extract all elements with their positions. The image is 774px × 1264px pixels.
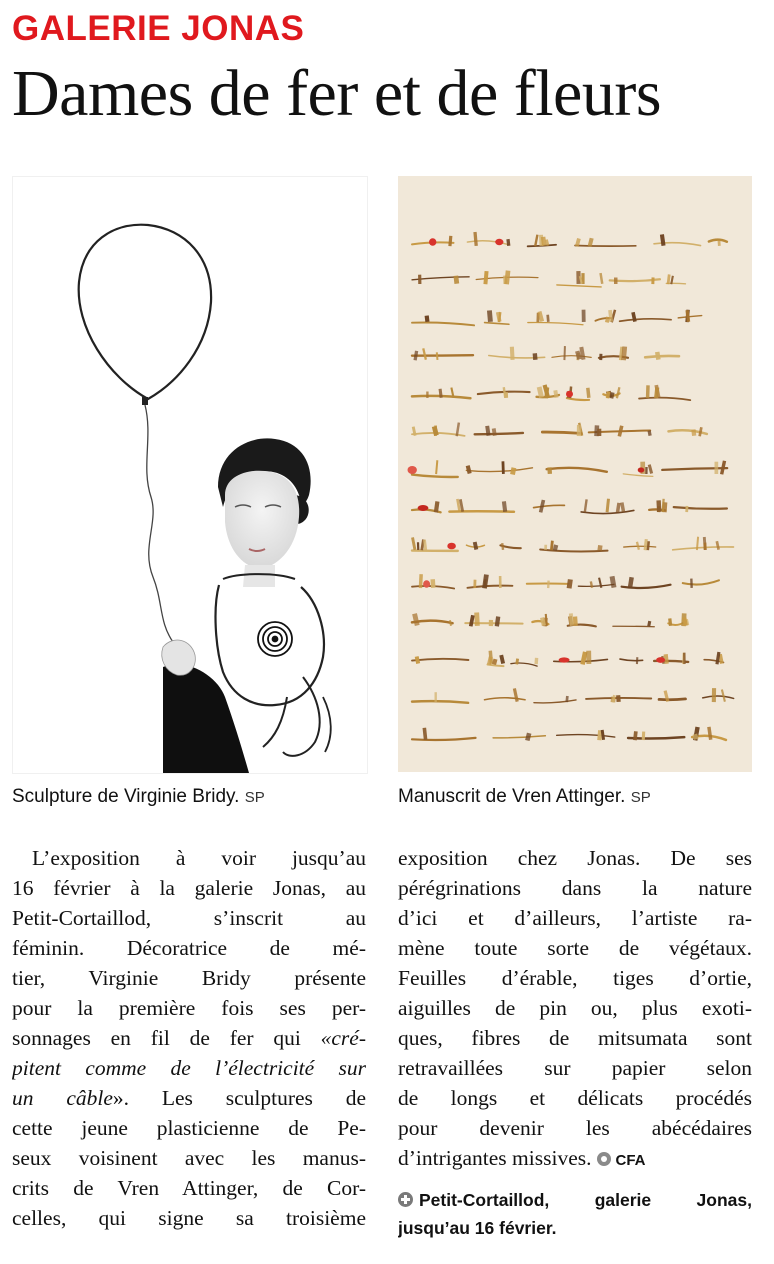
bullet-circle-icon (597, 1152, 611, 1166)
balloon-wire (79, 225, 211, 399)
author-signature: CFA (615, 1152, 646, 1169)
fiber-glyph (511, 658, 538, 666)
face (225, 471, 299, 569)
fiber-glyph (412, 613, 453, 626)
fiber-glyph (649, 499, 667, 513)
fiber-glyph (674, 506, 727, 512)
fiber-glyph (485, 688, 526, 702)
fiber-glyph (537, 384, 559, 398)
fiber-glyph (528, 234, 556, 246)
article-text: sonnages en fil de fer qui (12, 1026, 321, 1050)
article-line: Feuilles d’érable, tiges d’ortie, (398, 966, 752, 990)
fiber-glyph (624, 539, 656, 550)
fiber-glyph (412, 236, 454, 247)
article-quote: «cré- (320, 1026, 366, 1050)
fiber-glyph (620, 657, 643, 664)
photo-plant-manuscript (398, 176, 752, 772)
info-location: Petit-Cortaillod, galerie Jonas, (419, 1190, 752, 1210)
plus-circle-icon (398, 1192, 413, 1207)
fiber-glyph (683, 579, 719, 588)
practical-info (398, 1186, 752, 1242)
fiber-glyph (500, 543, 520, 550)
fiber-glyph (557, 730, 615, 741)
fiber-glyph (412, 728, 476, 740)
fiber-glyph (557, 271, 604, 287)
fiber-glyph (467, 232, 510, 246)
fiber-glyph (595, 309, 616, 322)
article-column-1 (12, 843, 366, 1233)
plant-manuscript-illustration (398, 176, 752, 772)
wire-sculpture-illustration (13, 177, 367, 773)
caption-right (398, 784, 651, 811)
fiber-glyph (534, 696, 576, 703)
photo-wire-sculpture (12, 176, 368, 774)
article-line: pérégrinations dans la nature (398, 876, 752, 900)
article-line: exposition chez Jonas. De ses (398, 846, 752, 870)
balloon-string (145, 405, 173, 642)
article-line: celles, qui signe sa troisième (12, 1206, 366, 1230)
article-line: pour devenir les abécédaires (398, 1116, 752, 1140)
fiber-glyph (542, 423, 583, 437)
fiber-glyph (478, 387, 530, 398)
fiber-glyph (678, 310, 701, 323)
fiber-glyph (411, 537, 458, 551)
article-line: féminin. Décoratrice de mé- (12, 936, 366, 960)
fiber-glyph (466, 461, 533, 475)
fiber-glyph (467, 574, 512, 588)
fiber-glyph (610, 277, 660, 284)
article-line: cette jeune plasticienne de Pe- (12, 1116, 366, 1140)
section-kicker: GALERIE JONAS (12, 9, 305, 48)
article-text: d’intrigantes missives. (398, 1146, 592, 1170)
fiber-glyph (589, 425, 652, 436)
caption-right-text: Manuscrit de Vren Attinger. (398, 786, 626, 807)
fiber-glyph (449, 499, 514, 512)
fiber-glyph (692, 727, 726, 741)
fiber-glyph (654, 653, 688, 664)
fiber-glyph (586, 695, 651, 703)
fiber-glyph (412, 422, 465, 436)
fiber-glyph (547, 467, 607, 474)
fiber-glyph (639, 385, 690, 400)
fiber-glyph (620, 312, 671, 322)
headline: Dames de fer et de fleurs (12, 57, 662, 130)
caption-left-credit: SP (244, 789, 265, 806)
fiber-glyph (666, 274, 685, 284)
article-line (12, 1023, 366, 1053)
article-line: d’ici et d’ailleurs, l’artiste ra- (398, 906, 752, 930)
fiber-glyph (668, 613, 689, 626)
caption-left (12, 784, 265, 811)
fiber-glyph (532, 614, 548, 627)
fiber-glyph (476, 270, 538, 284)
article-quote: pitent comme de l’électricité sur (12, 1056, 366, 1080)
fiber-glyph (412, 387, 470, 398)
fiber-glyph (408, 460, 458, 477)
article-line: L’exposition à voir jusqu’au (32, 846, 366, 870)
fiber-glyph (412, 692, 468, 703)
article-quote: un câble (12, 1086, 113, 1110)
fiber-glyph (568, 613, 596, 626)
fiber-glyph (603, 387, 620, 399)
article-line: 16 février à la galerie Jonas, au (12, 876, 366, 900)
fiber-glyph (662, 460, 727, 474)
caption-right-credit: SP (630, 789, 651, 806)
fiber-glyph (412, 656, 468, 664)
fiber-glyph (528, 310, 586, 325)
fiber-glyph (554, 651, 608, 665)
fiber-glyph (412, 348, 473, 360)
fiber-glyph (412, 315, 474, 325)
article-line: ques, fibres de mitsumata sont (398, 1026, 752, 1050)
article-line: pour la première fois ses per- (12, 996, 366, 1020)
fiber-glyph (534, 500, 565, 513)
article-column-2 (398, 843, 752, 1173)
fiber-glyph (623, 462, 653, 477)
info-line: jusqu’au 16 février. (398, 1218, 557, 1238)
article-line: aiguilles de pin ou, plus exoti- (398, 996, 752, 1020)
fiber-glyph (412, 574, 454, 588)
wire-spiral (258, 622, 292, 656)
fiber-glyph (704, 652, 724, 665)
fiber-glyph (673, 537, 734, 551)
article-line: de longs et délicats procédés (398, 1086, 752, 1110)
fiber-glyph (465, 612, 522, 626)
fiber-glyph (475, 426, 523, 436)
black-dress (163, 664, 249, 773)
fiber-glyph (412, 275, 469, 284)
fiber-glyph (581, 499, 634, 514)
fiber-glyph (578, 576, 616, 588)
fiber-glyph (628, 731, 684, 740)
fiber-glyph (575, 238, 636, 247)
wire-dress (216, 585, 324, 705)
article-line (12, 1053, 366, 1083)
fiber-glyph (487, 651, 505, 667)
fiber-glyph (466, 542, 484, 550)
fiber-glyph (622, 577, 671, 589)
article-line: crits de Vren Attinger, de Cor- (12, 1176, 366, 1200)
fiber-glyph (659, 690, 685, 702)
fiber-glyph (489, 347, 545, 360)
fiber-glyph (493, 733, 545, 741)
fiber-glyph (613, 621, 654, 627)
article-line: mène toute sorte de végétaux. (398, 936, 752, 960)
article-line: tier, Virginie Bridy présente (12, 966, 366, 990)
fiber-glyph (654, 234, 701, 246)
article-text: ». Les sculptures de (112, 1086, 366, 1110)
fiber-glyph (599, 346, 628, 360)
info-line (398, 1186, 752, 1214)
fiber-glyph (645, 352, 679, 360)
article-line: retravaillées sur papier selon (398, 1056, 752, 1080)
fiber-glyph (412, 501, 441, 512)
fiber-glyph (669, 427, 707, 436)
article-line (398, 1143, 752, 1173)
fiber-glyph (703, 688, 734, 702)
article-line (12, 1083, 366, 1113)
article-line: seux voisinent avec les manus- (12, 1146, 366, 1170)
fiber-glyph (709, 240, 727, 246)
article-line: Petit-Cortaillod, s’inscrit au (12, 906, 366, 930)
fiber-glyph (527, 579, 573, 589)
caption-left-text: Sculpture de Virginie Bridy. (12, 786, 240, 807)
fiber-glyph (485, 310, 509, 324)
fiber-glyph (540, 541, 607, 552)
fiber-glyph (566, 386, 591, 400)
fiber-glyph (552, 346, 591, 360)
